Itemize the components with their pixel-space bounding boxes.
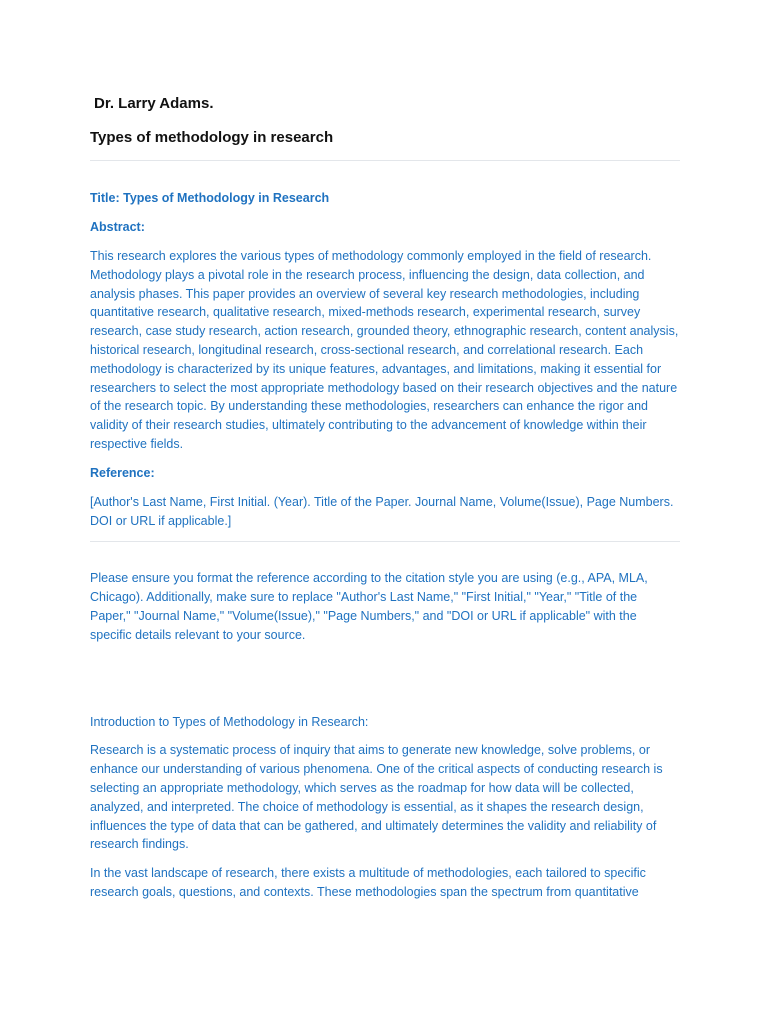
reference-paragraph: [Author's Last Name, First Initial. (Year). Title of the Paper. Journal Name, Volume(Issue), Page Numbers. DOI or URL if applicable.]	[90, 494, 674, 528]
introduction-paragraph-1: Research is a systematic process of inquiry that aims to generate new knowledge, solve problems, or enhance our understanding of various phenomena. One of the critical aspects of conducting research is selecting an appropriate methodology, which serves as the roadmap for how data will be collected, analyzed, and interpreted. The choice of methodology is essential, as it shapes the research design, influences the type of data that can be gathered, and ultimately determines the validity and reliability of research findings.	[90, 743, 663, 852]
document-content	[90, 94, 680, 902]
citation-note-paragraph: Please ensure you format the reference according to the citation style you are using (e.g., APA, MLA, Chicago). Additionally, make sure to replace "Author's Last Name," "First Initial," "Year," "Title of the Paper," "Journal Name," "Volume(Issue)," "Page Numbers," and "DOI or URL if applicable" with the specific details relevant to your source.	[90, 571, 648, 642]
abstract-paragraph: This research explores the various types of methodology commonly employed in the field of research. Methodology plays a pivotal role in the research process, influencing the design, data collection, and analysis phases. This paper provides an overview of several key research methodologies, including quantitative research, qualitative research, mixed-methods research, experimental research, survey research, case study research, action research, grounded theory, ethnographic research, content analysis, historical research, longitudinal research, cross-sectional research, and correlational research. Each methodology is characterized by its unique features, advantages, and limitations, making it essential for researchers to select the most appropriate methodology based on their research objectives and the nature of the research topic. By understanding these methodologies, researchers can enhance the rigor and validity of their research studies, ultimately contributing to the advancement of knowledge within their respective fields.	[90, 249, 679, 451]
reference-label: Reference:	[90, 465, 155, 480]
abstract-label: Abstract:	[90, 220, 145, 234]
document-title: Types of methodology in research	[90, 129, 334, 146]
introduction-heading: Introduction to Types of Methodology in Research:	[90, 714, 369, 729]
author-name: Dr. Larry Adams.	[94, 95, 214, 112]
paper-title-line: Title: Types of Methodology in Research	[90, 191, 330, 205]
title-divider	[90, 160, 680, 161]
introduction-paragraph-2: In the vast landscape of research, there exists a multitude of methodologies, each tailored to specific research goals, questions, and contexts. These methodologies span the spectrum from quantitative	[90, 866, 646, 899]
reference-divider	[90, 541, 680, 542]
